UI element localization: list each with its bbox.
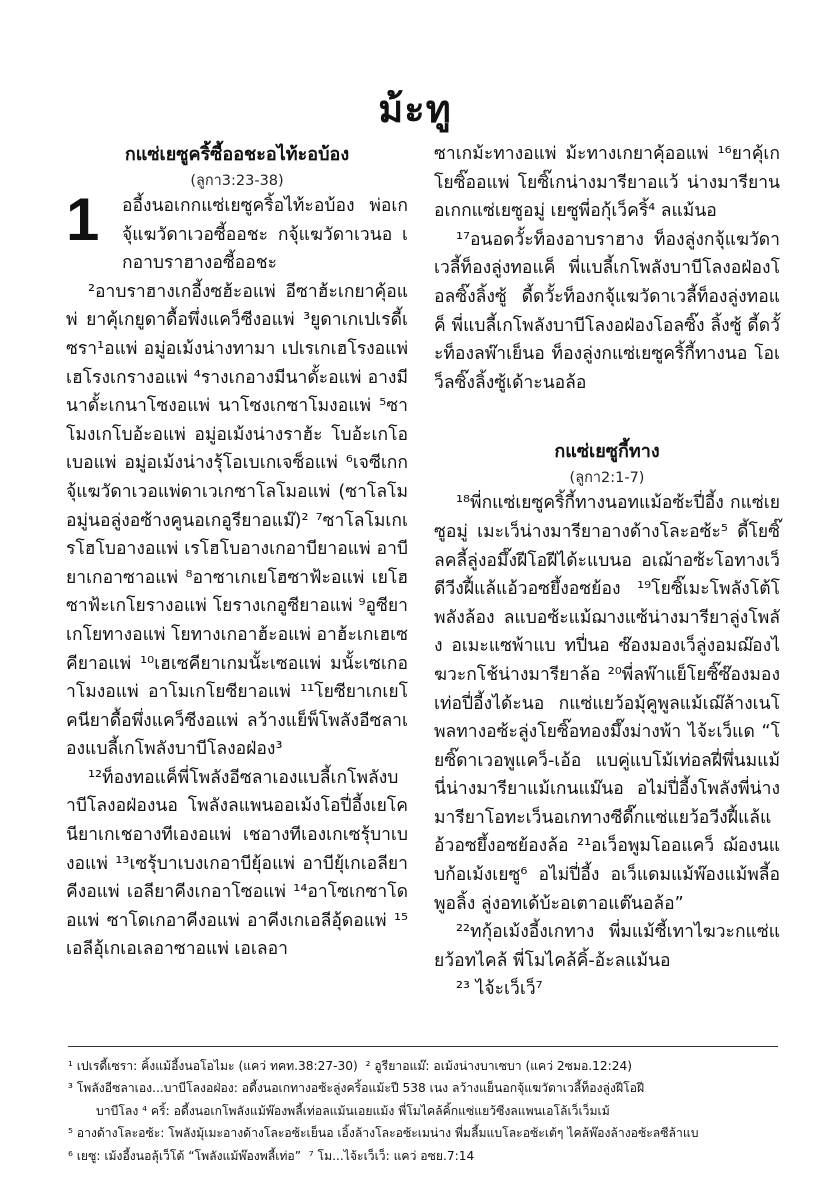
footnote: บาบีโลง ⁴ คริ้: อดี้งนอเกโพลังแม้พ๊องพลี้เท่อลแม้นเอยแม้ง พี่โมไคล้คิ้กแซ่แยว้ซีงลแพนเอโล้เว็เว็มเม้ bbox=[96, 1103, 610, 1118]
footnote: ² อูรียาอแม๊: อเม้งน่างบาเซบา (แคว่ 2ซมอ.12:24) bbox=[365, 1059, 633, 1073]
footnote: ³ โพลังอีซลาเอง...บาบีโลงอฝ่อง: อดี้งนอเกทางอซ้ะลู่งคริ้อแม้ะปี 538 เนง ลว้างแย็นอกจุ้แฆวัดาเวลี้ท็องลู่งฝีโอฝี bbox=[68, 1081, 645, 1096]
footnote-line bbox=[68, 1100, 788, 1122]
section-title-genealogy: กแซ่เยซูคริ้ซี้ออชะอไท้ะอบ้อง bbox=[124, 144, 350, 165]
verse-paragraph: ²³ ไจ้ะเว็เว็⁷ bbox=[456, 979, 543, 1000]
footnotes bbox=[68, 1055, 788, 1167]
chapter-opening bbox=[66, 186, 408, 278]
chapter-intro-text: ออี้งนอเกกแซ่เยซูคริ้อไท้ะอบ้อง พ่อเกจุ้แฆวัดาเวอซี้ออชะ กจุ้แฆวัดาเวนอ เกอาบราฮางอซี้ออชะ bbox=[122, 196, 408, 274]
verse-paragraph: ¹⁷อนอดวั้ะท็องอาบราฮาง ท็องลู่งกจุ้แฆวัดาเวลี้ท็องลู่งทอแค็ พี่แบลี้เกโพลังบาบีโลงอฝ่องโอลซิ๊งลิ้งซู้ ดี้ดวั้ะท็องกจุ้แฆวัดาเวลี้ท็องลู่งทอแค็ พี่แบลี้เกโพลังบาบีโลงอฝ่องโอลซิ๊ง ลิ้งซู้ ดี้ดวั้ะท็องลพ๊าเย็นอ ท็องลู่งกแซ่เยซูคริ้กี้ทางนอ โอเว็ลซิ๊งลิ้งซู้เด้าะนอล้อ bbox=[434, 229, 780, 393]
book-title: ม้ะทู bbox=[378, 87, 452, 131]
footnote-line bbox=[68, 1077, 788, 1099]
footnote: ⁶ เยซู: เม้งอี้งนอลุ้เว็โต้ “โพลังแม้พ๊องพลี้เท่อ” bbox=[68, 1148, 302, 1163]
section-reference: (ลูกา2:1-7) bbox=[569, 470, 645, 487]
verse-paragraph: ¹²ท็องทอแค็พี่โพลังอีซลาเองแบลี้เกโพลังบาบีโลงอฝ่องนอ โพลังลแพนออเม้งโอปี่อี้งเยโคนียาเกเชอางทีเองอแพ่ เชอางทีเองเกเซรุ้บาเบงอแพ่ ¹³เซรุ้บาเบงเกอาบียุ้อแพ่ อาบียุ้เกเอลียาคีงอแพ่ เอลียาคีงเกอาโซอแพ่ ¹⁴อาโซเกซาโดอแพ่ ซาโดเกอาคีงอแพ่ อาคีงเกเอลีอุ้ดอแพ่ ¹⁵เอลีอุ้เกเอเลอาซาอแพ่ เอเลอา bbox=[66, 767, 408, 960]
footnote: ⁷ โม...ไจ้ะเว็เว็: แคว่ อซย.7:14 bbox=[308, 1148, 475, 1163]
footnote-line bbox=[68, 1055, 788, 1077]
footnote-divider bbox=[68, 1046, 778, 1047]
section-title-birth: กแซ่เยซูกี้ทาง bbox=[554, 441, 660, 463]
section-reference: (ลูกา3:23-38) bbox=[190, 173, 284, 189]
footnote-line bbox=[68, 1122, 788, 1144]
footnote-line bbox=[68, 1145, 788, 1167]
verse-paragraph: ²อาบราฮางเกอี้งซฮ้ะอแพ่ อีซาฮ้ะเกยาคุ้อแพ่ ยาคุ้เกยูดาดื้อพึ่งแคว็ซีงอแพ่ ³ยูดาเกเปเรดี้เซรา¹อแพ่ อมู่อเม้งน่างทามา เปเรเกเฮโรงอแพ่ เฮโรงเกรางอแพ่ ⁴รางเกอางมีนาดั้ะอแพ่ อางมีนาดั้ะเกนาโซงอแพ่ นาโซงเกซาโมงอแพ่ ⁵ซาโมงเกโบอ้ะอแพ่ อมู่อเม้งน่างราฮ้ะ โบอ้ะเกโอเบอแพ่ อมู่อเม้งน่างรุ้โอเบเกเจซ็อแพ่ ⁶เจซีเกกจุ้แฆวัดาเวอแพ่ดาเวเกซาโลโมอแพ่ (ซาโลโมอมู่นอลู่งอซ้างคูนอเกอูรียาอแม๊)² ⁷ซาโลโมเกเรโฮโบอางอแพ่ เรโฮโบอางเกอาบียาอแพ่ อาบียาเกอาซาอแพ่ ⁸อาซาเกเยโฮซาฟ้ะอแพ่ เยโฮซาฟ้ะเกโยรางอแพ่ โยรางเกอูซียาอแพ่ ⁹อูซียาเกโยทางอแพ่ โยทางเกอาฮ้ะอแพ่ อาฮ้ะเกเฮเซคียาอแพ่ ¹⁰เฮเซคียาเกมนั้ะเซอแพ่ มนั้ะเซเกอาโมงอแพ่ อาโมเกโยซียาอแพ่ ¹¹โยซียาเกเยโคนียาดื้อพึ่งแคว็ซีงอแพ่ ลว้างแย็พ็โพลังอีซลาเองแบลี้เกโพลังบาบีโลงอฝ่อง³ bbox=[66, 281, 408, 760]
left-column bbox=[66, 140, 408, 964]
verse-paragraph: ซาเกม้ะทางอแพ่ ม้ะทางเกยาคุ้ออแพ่ ¹⁶ยาคุ้เกโยซิ๊ออแพ่ โยซิ๊เกน่างมารียาอแว้ น่างมารียานอเกกแซ่เยซูอมู่ เยซูพี่อกุ้เว็คริ้⁴ ลแม้นอ bbox=[434, 144, 780, 222]
footnote: ¹ เปเรดี้เซรา: คิ้งแม้อี้งนอโอไมะ (แคว่ ทคท.38:27-30) bbox=[68, 1059, 358, 1073]
right-column bbox=[434, 140, 780, 1004]
verse-paragraph: ¹⁸พี่กแซ่เยซูคริ้กี้ทางนอทแม้อซ้ะปี่อี้ง กแซ่เยซูอมู่ เมะเว็น่างมารียาอางด้างโละอซ้ะ⁵ ดี้โยซิ๊ ลคลี้ลู่งอมึ๊งฝีโอฝีได้ะแบนอ อเฌ้าอซ้ะโอทางเว็ดีวีงฝี้แล้แอ้วอซยึ้งอซย้อง ¹⁹โยซิ๊เมะโพลังโต้โพลังล้อง ลแบอซ้ะแม้ฌางแซ้น่างมารียาลู่งโพลัง อเมะแซพ้าแบ ทปี่นอ ซ๊องมองเว็ลู่งอมฌ๊องไฆวะกโช้น่างมารียาล้อ ²⁰พี่ลพ๊าแย็โยซิ๊ซ๊องมองเท่อปี่อี้งได้ะนอ กแซ่แยว้อมุ้คูพูลแม้เฌ๊ล้างเนโพลทางอซ้ะลู่งโยซิ๊อทองมึ๊งม่างพ้า ไจ้ะเว็แด “โยซิ๊ดาเวอพูแคว็-เอ้อ แบคู่แบโม้เท่อลฝี่พึ่นมแม้นี่น่างมารียาแม้เกนแม๊นอ อไม่ปี่อี้งโพลังพี่น่างมารียาโอทะเว็นอเกทางซีดี๊กแซ่แยว้อวีงฝี้แล้แอ้วอซยึ้งอซย้องล้อ ²¹อเว็อพูมโออแคว็ ฌ้องนแบก้อเม้งเยซู⁶ อไม่ปี่อี้ง อเว็แดมแม้พ๊องแม้พลี้อพูอลิ้ง ลู่งอทเด้บ้ะอเตาอแต๊นอล้อ” bbox=[434, 493, 780, 914]
verse-paragraph: ²²ทกุ้อเม้งอี้งเกทาง พี่มแม้ซี้เทาไฆวะกแซ่แยว้อทไคล้ พี่โมไคล้คิ้-อ้ะลแม้นอ bbox=[434, 922, 780, 971]
chapter-number: 1 bbox=[66, 186, 100, 253]
footnote: ⁵ อางด้างโละอซ้ะ: โพลังมุ้เมะอางด้างโละอซ้ะเย็นอ เอิ้งล้างโละอซ้ะเมน่าง พี่มลี้มแบโละอซ้ะเต้ๆ ไคล้พ๊องล้างอซ้ะลซีล้าแบ bbox=[68, 1126, 699, 1141]
